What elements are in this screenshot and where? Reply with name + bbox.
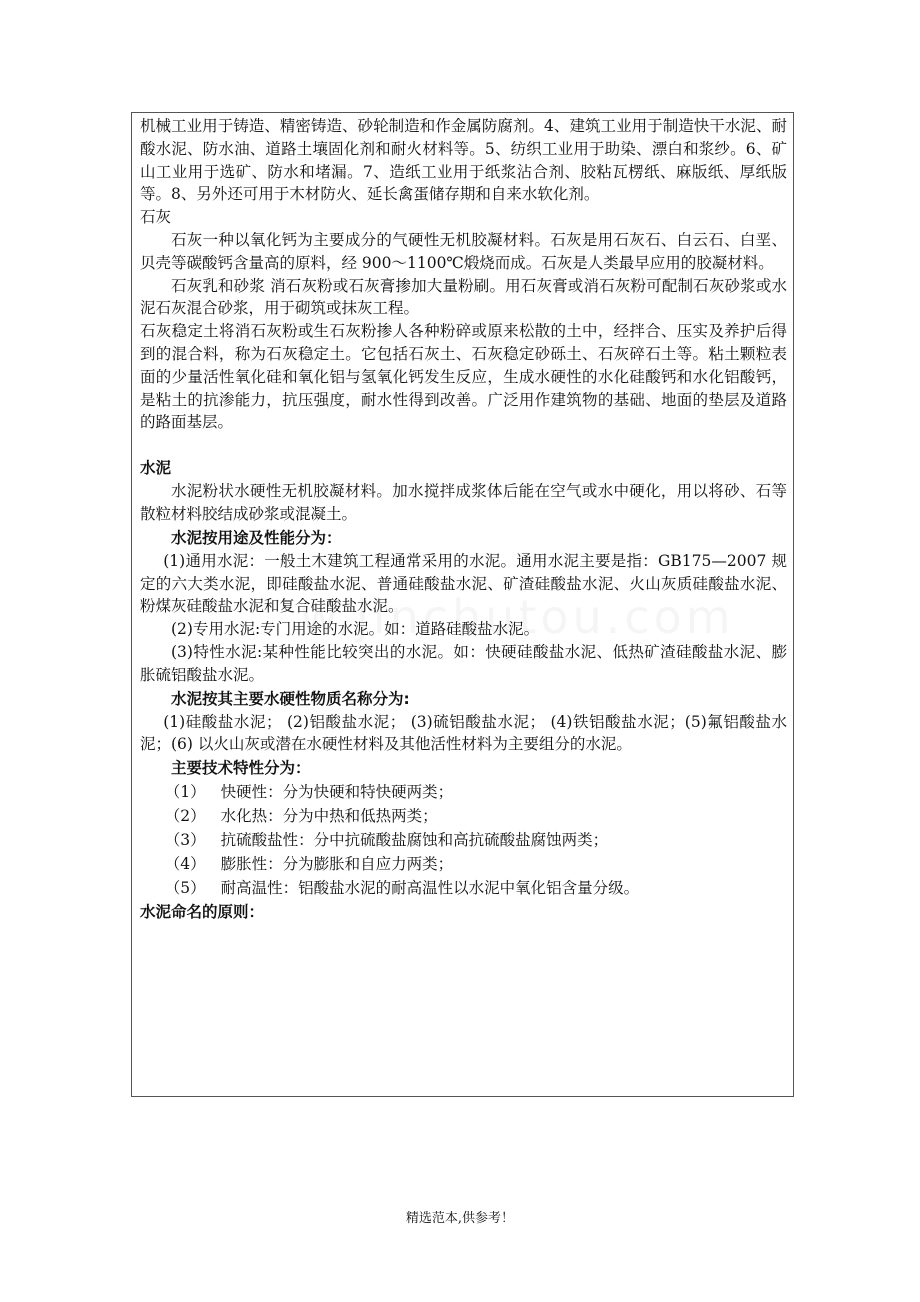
tech-heading: 主要技术特性分为： bbox=[171, 759, 311, 778]
spacer bbox=[140, 434, 787, 456]
list-text: 快硬性：分为快硬和特快硬两类； bbox=[220, 783, 454, 802]
usage-item-3: (3)特性水泥:某种性能比较突出的水泥。如：快硬硅酸盐水泥、低热矿渣硅酸盐水泥、膨胀硫铝酸盐水泥。 bbox=[140, 642, 787, 684]
cement-heading: 水泥 bbox=[140, 459, 172, 478]
list-text: 膨胀性：分为膨胀和自应力两类； bbox=[220, 855, 454, 874]
hydraulic-paragraph: (1)硅酸盐水泥； (2)铝酸盐水泥； (3)硫铝酸盐水泥； (4)铁铝酸盐水泥；(5)氟铝酸盐水泥；(6) 以火山灰或潜在水硬性材料及其他活性材料为主要组分的水泥。 bbox=[140, 712, 787, 754]
naming-heading: 水泥命名的原则： bbox=[140, 903, 265, 922]
lime-heading: 石灰 bbox=[140, 208, 172, 227]
list-text: 耐高温性：铝酸盐水泥的耐高温性以水泥中氧化铝含量分级。 bbox=[220, 879, 640, 898]
intro-paragraph: 机械工业用于铸造、精密铸造、砂轮制造和作金属防腐剂。4、建筑工业用于制造快干水泥、耐酸水泥、防水油、道路土壤固化剂和耐火材料等。5、纺织工业用于助染、漂白和浆纱。6、矿山工业用于选矿、防水和堵漏。7、造纸工业用于纸浆沾合剂、胶粘瓦楞纸、麻版纸、厚纸版等。8、另外还可用于木材防火、延长禽蛋储存期和自来水软化剂。 bbox=[140, 117, 787, 204]
list-text: 抗硫酸盐性：分中抗硫酸盐腐蚀和高抗硫酸盐腐蚀两类； bbox=[220, 831, 609, 850]
document-frame bbox=[131, 112, 794, 1097]
list-number: （4） bbox=[164, 855, 206, 874]
page-footer: 精选范本,供参考！ bbox=[405, 1211, 515, 1226]
list-number: （3） bbox=[164, 831, 206, 850]
list-number: （1） bbox=[164, 783, 206, 802]
list-item bbox=[140, 852, 787, 876]
usage-item-2: (2)专用水泥:专门用途的水泥。如：道路硅酸盐水泥。 bbox=[171, 620, 540, 639]
hydraulic-heading: 水泥按其主要水硬性物质名称分为: bbox=[171, 689, 410, 708]
lime-paragraph-1: 石灰一种以氧化钙为主要成分的气硬性无机胶凝材料。石灰是用石灰石、白云石、白垩、贝壳等碳酸钙含量高的原料，经 900～1100℃煅烧而成。石灰是人类最早应用的胶凝材料。 bbox=[140, 230, 787, 272]
list-item bbox=[140, 876, 787, 900]
lime-paragraph-3: 石灰稳定土将消石灰粉或生石灰粉掺人各种粉碎或原来松散的土中，经拌合、压实及养护后得到的混合料，称为石灰稳定土。它包括石灰土、石灰稳定砂砾土、石灰碎石土等。粘土颗粒表面的少量活性氧化硅和氧化铝与氢氧化钙发生反应，生成水硬性的水化硅酸钙和水化铝酸钙，是粘土的抗渗能力，抗压强度，耐水性得到改善。广泛用作建筑物的基础、地面的垫层及道路的路面基层。 bbox=[140, 322, 787, 432]
list-item bbox=[140, 804, 787, 828]
usage-item-1: (1)通用水泥：一般土木建筑工程通常采用的水泥。通用水泥主要是指：GB175—2007 规定的六大类水泥，即硅酸盐水泥、普通硅酸盐水泥、矿渣硅酸盐水泥、火山灰质硅酸盐水泥、粉煤灰硅酸盐水泥和复合硅酸盐水泥。 bbox=[140, 551, 787, 616]
list-item bbox=[140, 780, 787, 804]
cement-paragraph: 水泥粉状水硬性无机胶凝材料。加水搅拌成浆体后能在空气或水中硬化，用以将砂、石等散粒材料胶结成砂浆或混凝土。 bbox=[140, 482, 787, 523]
list-item bbox=[140, 828, 787, 852]
list-text: 水化热：分为中热和低热两类； bbox=[220, 807, 438, 826]
list-number: （5） bbox=[164, 879, 206, 898]
tech-list bbox=[140, 780, 787, 900]
usage-heading: 水泥按用途及性能分为： bbox=[171, 528, 342, 547]
lime-paragraph-2: 石灰乳和砂浆 消石灰粉或石灰膏掺加大量粉刷。用石灰膏或消石灰粉可配制石灰砂浆或水泥石灰混合砂浆，用于砌筑或抹灰工程。 bbox=[140, 276, 787, 318]
list-number: （2） bbox=[164, 807, 206, 826]
